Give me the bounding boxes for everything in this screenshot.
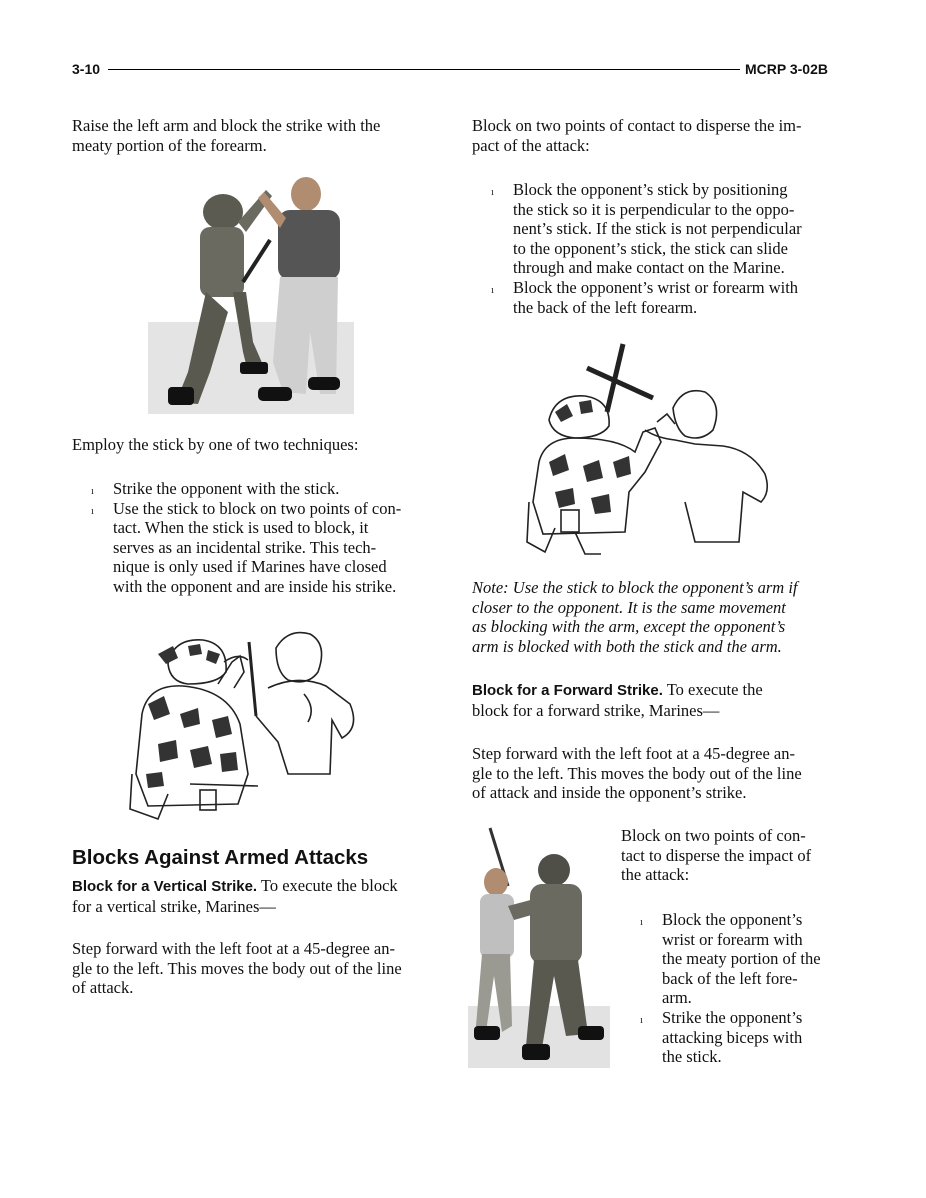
side-intro: Block on two points of con- tact to disperse the impact of the attack:: [621, 826, 812, 885]
forward-strike-lead: Block for a Forward Strike.: [472, 682, 663, 699]
list-item: ı Block the opponent’s stick by positioning the stick so it is perpendicular to the oppo- nent’s stick. If the stick is not perpendicular to the opponent’s stick, the stick can slide through and make contact on the Marine.: [491, 180, 802, 278]
bullet-icon: ı: [491, 283, 495, 296]
forward-block-list: [640, 910, 852, 1067]
publication-id: MCRP 3-02B: [745, 61, 828, 77]
technique-list: [91, 479, 443, 597]
forward-strike-step: Step forward with the left foot at a 45-degree an- gle to the left. This moves the body out of the line of attack and inside the opponent’s strike.: [472, 744, 802, 803]
right-intro: Block on two points of contact to disperse the im- pact of the attack:: [472, 116, 802, 155]
employ-line: Employ the stick by one of two techniques:: [72, 435, 359, 454]
note-block: Note: Use the stick to block the opponent’s arm if closer to the opponent. It is the same movement as blocking with the arm, except the opponent’s arm is blocked with both the stick and the arm.: [472, 578, 798, 656]
two-point-list: [491, 180, 843, 317]
list-item: ı Strike the opponent with the stick.: [113, 479, 443, 499]
bullet-icon: ı: [640, 916, 644, 928]
bullet-icon: ı: [491, 186, 495, 198]
bullet-icon: ı: [91, 504, 95, 517]
header-rule: [108, 69, 740, 70]
bullet-icon: ı: [640, 1013, 644, 1026]
forward-block-photo: [468, 826, 610, 1068]
vertical-strike-step: Step forward with the left foot at a 45-degree an- gle to the left. This moves the body out of the line of attack.: [72, 939, 402, 998]
list-item: ı Block the opponent’s wrist or forearm with the meaty portion of the back of the left fore- arm.: [640, 910, 821, 1008]
bullet-icon: ı: [91, 485, 95, 497]
list-item: ı Block the opponent’s wrist or forearm with the back of the left forearm.: [491, 277, 799, 317]
stick-to-stick-drawing: [525, 342, 775, 564]
vertical-strike-lead: Block for a Vertical Strike.: [72, 878, 258, 895]
left-intro: Raise the left arm and block the strike with the meaty portion of the forearm.: [72, 116, 381, 155]
page-number: 3-10: [72, 61, 101, 77]
section-heading: Blocks Against Armed Attacks: [72, 846, 369, 869]
stick-block-drawing: [128, 624, 368, 824]
forward-strike-intro: Block for a Forward Strike. To execute the block for a forward strike, Marines—: [472, 680, 763, 720]
list-item: ı Strike the opponent’s attacking biceps with the stick.: [640, 1007, 803, 1067]
vertical-strike-intro: Block for a Vertical Strike. To execute the block for a vertical strike, Marines—: [72, 876, 398, 916]
list-item: ı Use the stick to block on two points of con- tact. When the stick is used to block, it serves as an incidental strike. This tech- nique is only used if Marines have closed with the opponent and are inside his strike.: [91, 498, 402, 596]
arm-block-photo: [148, 172, 354, 414]
